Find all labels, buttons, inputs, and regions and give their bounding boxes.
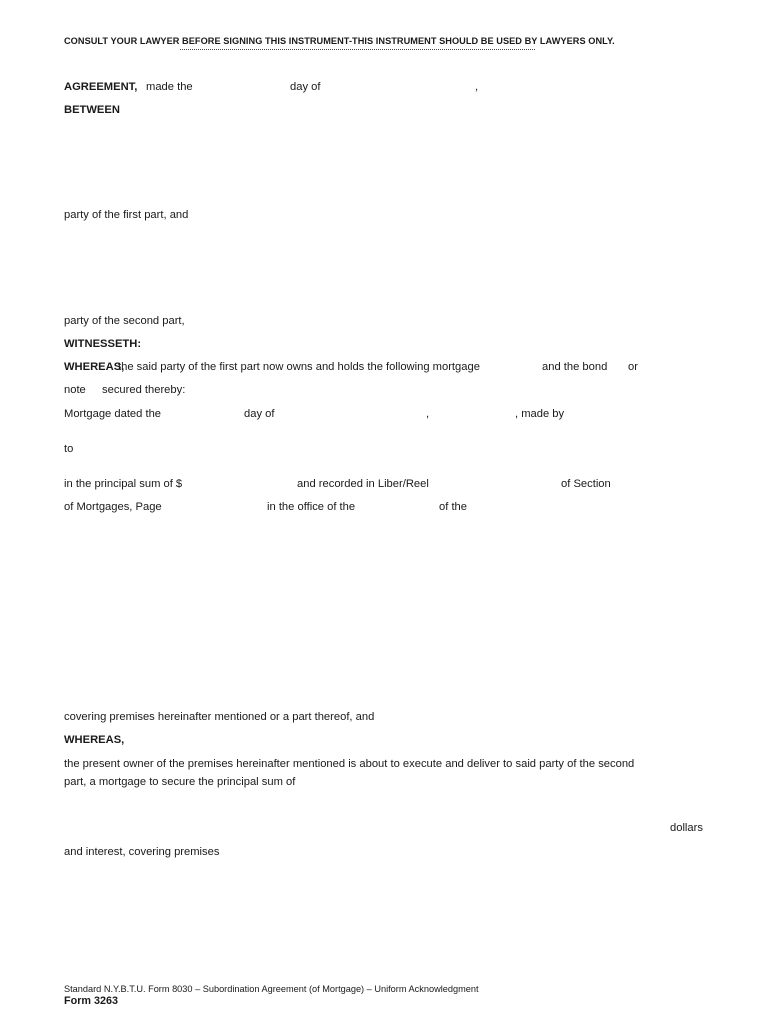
form-description: Standard N.Y.B.T.U. Form 8030 – Subordination Agreement (of Mortgage) – Uniform Acknowledgment (64, 984, 479, 994)
mortgage-day-of-text: day of (244, 408, 275, 420)
and-interest-text: and interest, covering premises (64, 846, 220, 858)
to-text: to (64, 443, 74, 455)
between-label: BETWEEN (64, 104, 120, 116)
in-office-of-text: in the office of the (267, 501, 356, 513)
whereas-2-label: WHEREAS, (64, 734, 125, 746)
header-rule (180, 49, 535, 50)
present-owner-line-2: part, a mortgage to secure the principal sum of (64, 776, 296, 788)
note-text: note (64, 384, 86, 396)
form-number: Form 3263 (64, 995, 119, 1007)
made-the-text: made the (146, 81, 193, 93)
party-first-part: party of the first part, and (64, 209, 189, 221)
witnesseth-label: WITNESSETH: (64, 338, 142, 350)
agreement-label: AGREEMENT, (64, 81, 138, 93)
mortgage-date-comma: , (426, 408, 430, 420)
whereas-label: WHEREAS, (64, 361, 125, 373)
or-text: or (628, 361, 638, 373)
of-section-text: of Section (561, 478, 611, 490)
whereas-text: the said party of the first part now owns and holds the following mortgage (118, 361, 480, 373)
of-the-text: of the (439, 501, 467, 513)
recorded-in-text: and recorded in Liber/Reel (297, 478, 429, 490)
and-the-bond-text: and the bond (542, 361, 608, 373)
dollars-text: dollars (670, 822, 703, 834)
date-comma: , (475, 81, 479, 93)
of-mortgages-page-text: of Mortgages, Page (64, 501, 162, 513)
day-of-text: day of (290, 81, 321, 93)
lawyer-warning: CONSULT YOUR LAWYER BEFORE SIGNING THIS INSTRUMENT-THIS INSTRUMENT SHOULD BE USED BY LAWYERS ONLY. (64, 36, 615, 46)
mortgage-dated-text: Mortgage dated the (64, 408, 162, 420)
principal-sum-text: in the principal sum of $ (64, 478, 183, 490)
covering-premises-text: covering premises hereinafter mentioned or a part thereof, and (64, 711, 375, 723)
present-owner-line-1: the present owner of the premises hereinafter mentioned is about to execute and deliver to said party of the second (64, 758, 635, 770)
made-by-text: , made by (515, 408, 565, 420)
party-second-part: party of the second part, (64, 315, 185, 327)
secured-thereby-text: secured thereby: (102, 384, 186, 396)
